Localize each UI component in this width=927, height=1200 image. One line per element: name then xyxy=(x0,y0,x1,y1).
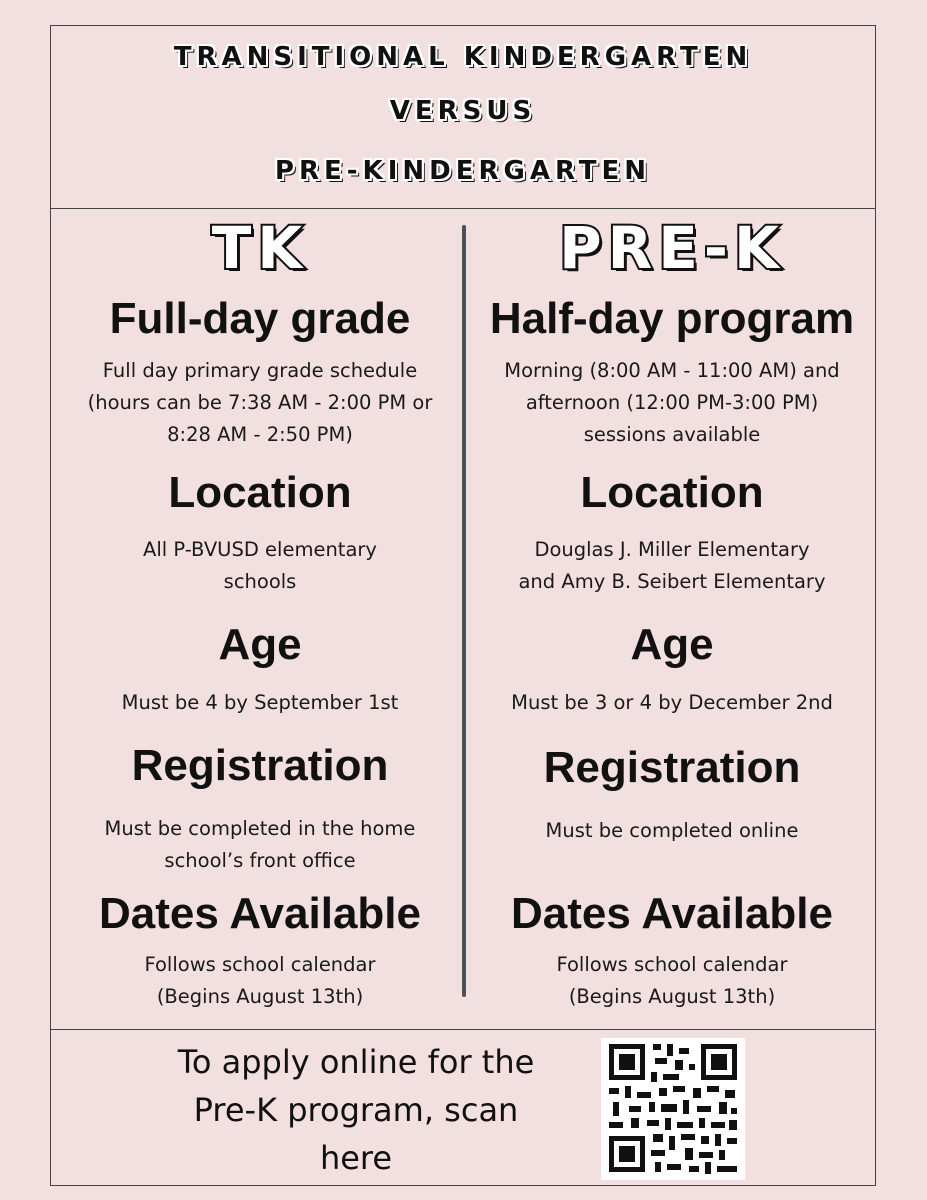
prek-location-line1: Douglas J. Miller Elementary xyxy=(534,538,810,561)
banner-divider xyxy=(50,208,876,209)
tk-schedule-heading: Full-day grade xyxy=(109,294,411,343)
prek-dates-line2: (Begins August 13th) xyxy=(568,985,776,1008)
prek-location-heading: Location xyxy=(580,468,764,517)
tk-schedule-line2: (hours can be 7:38 AM - 2:00 PM or xyxy=(87,391,433,414)
prek-title: PRE-K xyxy=(559,214,785,282)
qr-code-icon[interactable] xyxy=(601,1038,745,1180)
prek-age-heading: Age xyxy=(630,620,714,669)
tk-registration-line2: school’s front office xyxy=(164,849,356,872)
prek-dates-line1: Follows school calendar xyxy=(556,953,788,976)
prek-location-line2: and Amy B. Seibert Elementary xyxy=(518,570,826,593)
tk-age-heading: Age xyxy=(218,620,302,669)
tk-title: TK xyxy=(211,214,309,282)
tk-registration-line1: Must be completed in the home xyxy=(104,817,416,840)
tk-dates-heading: Dates Available xyxy=(98,889,421,938)
prek-registration-line1: Must be completed online xyxy=(545,819,799,842)
footer-apply-text xyxy=(150,1038,562,1182)
tk-age-text: Must be 4 by September 1st xyxy=(121,691,399,714)
tk-schedule-line3: 8:28 AM - 2:50 PM) xyxy=(167,423,353,446)
tk-dates-line2: (Begins August 13th) xyxy=(156,985,364,1008)
banner-title-line2: VERSUS xyxy=(389,96,537,126)
prek-dates-heading: Dates Available xyxy=(510,889,833,938)
footer-divider xyxy=(50,1029,876,1030)
tk-registration-heading: Registration xyxy=(131,741,389,790)
tk-location-line1: All P-BVUSD elementary xyxy=(143,538,377,561)
banner xyxy=(50,25,876,208)
footer-line2: Pre-K program, scan xyxy=(193,1091,519,1129)
footer-line1: To apply online for the xyxy=(177,1043,535,1081)
prek-schedule-line3: sessions available xyxy=(583,423,761,446)
tk-location-line2: schools xyxy=(223,570,297,593)
prek-registration-heading: Registration xyxy=(543,743,801,792)
prek-age-text: Must be 3 or 4 by December 2nd xyxy=(511,691,833,714)
tk-schedule-line1: Full day primary grade schedule xyxy=(102,359,418,382)
tk-location-heading: Location xyxy=(168,468,352,517)
prek-schedule-heading: Half-day program xyxy=(489,294,855,343)
prek-schedule-line2: afternoon (12:00 PM-3:00 PM) xyxy=(525,391,819,414)
prek-schedule-line1: Morning (8:00 AM - 11:00 AM) and xyxy=(504,359,840,382)
tk-dates-line1: Follows school calendar xyxy=(144,953,376,976)
banner-title-line1: TRANSITIONAL KINDERGARTEN xyxy=(173,42,753,72)
banner-title-line3: PRE-KINDERGARTEN xyxy=(274,156,652,186)
footer-line3: here xyxy=(319,1139,393,1177)
